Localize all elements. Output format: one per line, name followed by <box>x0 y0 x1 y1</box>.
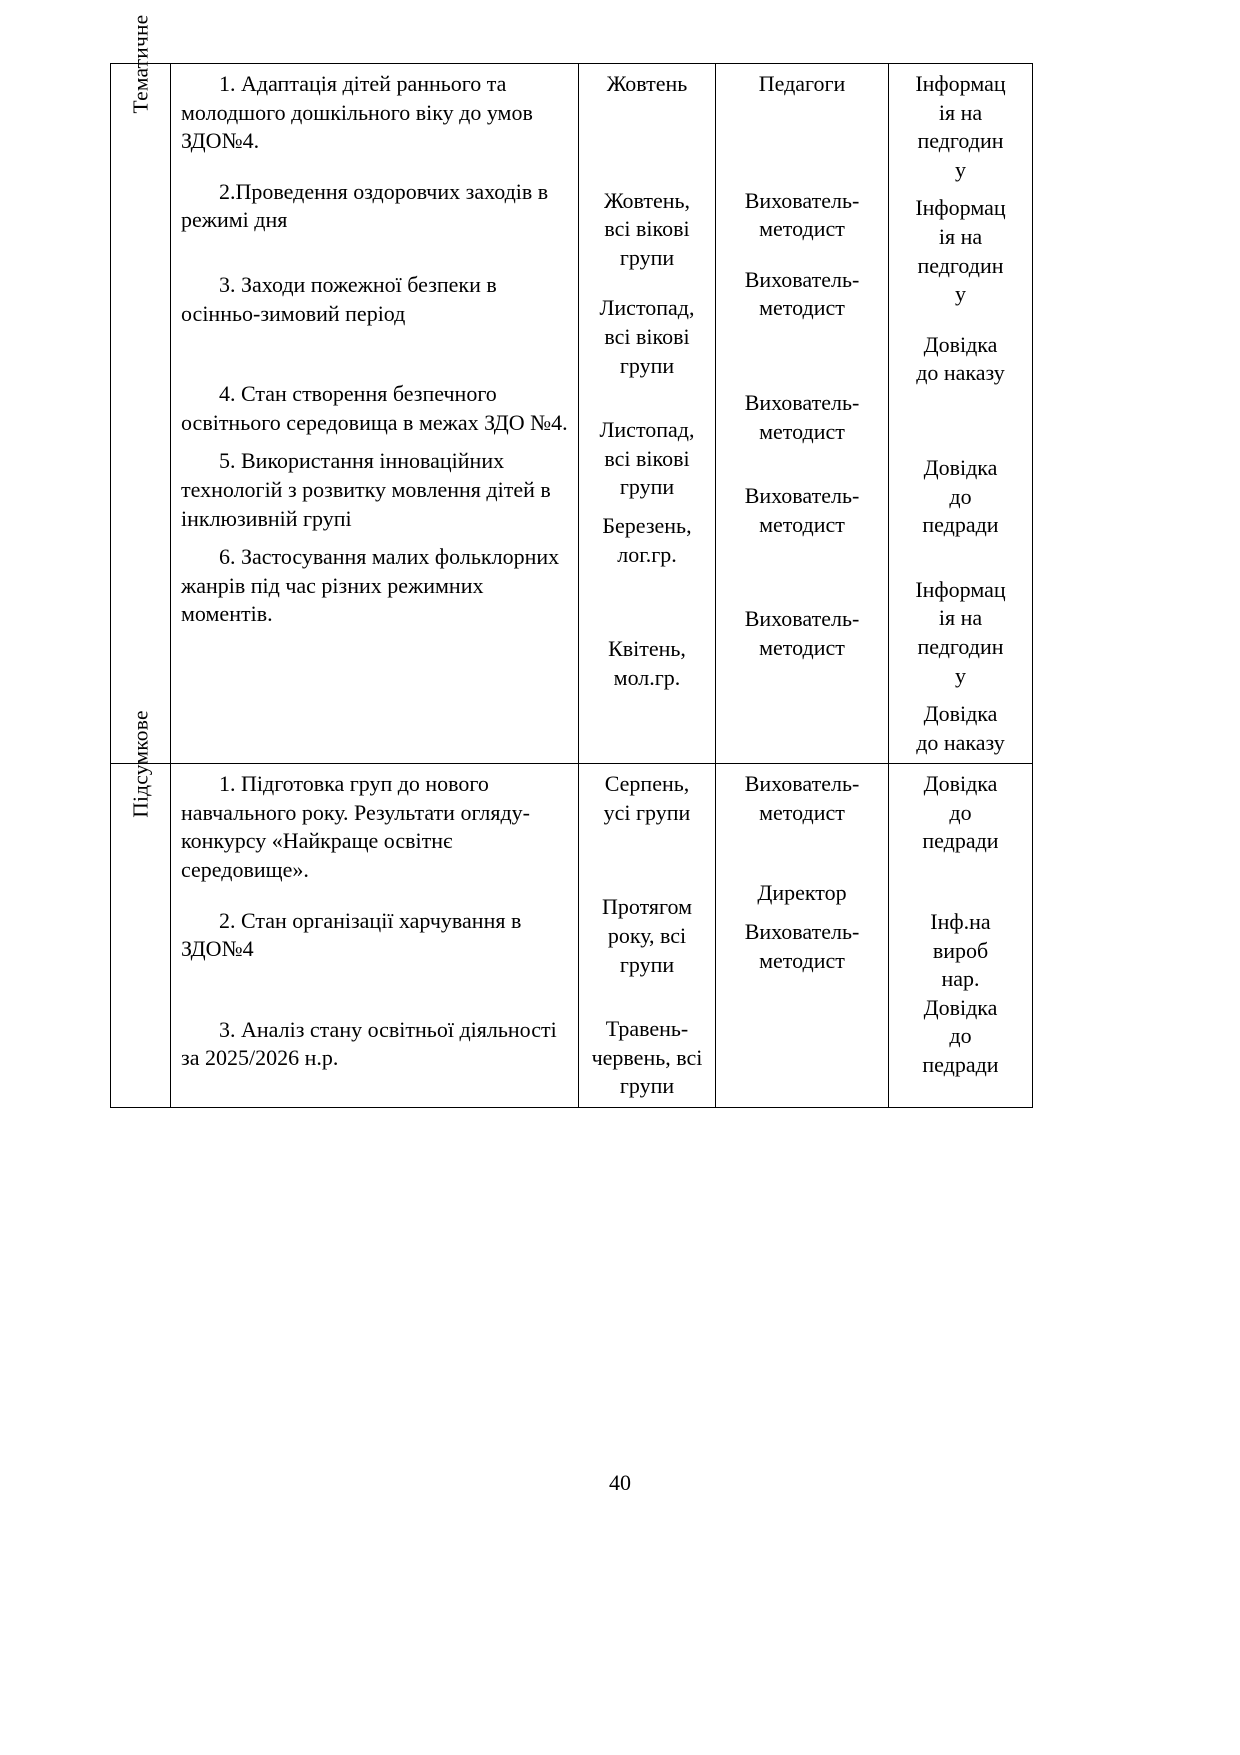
activity-line: освітнє середовище». <box>181 828 453 883</box>
activity-line: 4. Стан створення <box>219 381 388 407</box>
period-item-3-line1: Листопад, <box>599 295 695 321</box>
activity-line: та молодшого дошкільного <box>181 71 507 125</box>
activity-line: в осінньо-зимовий період <box>181 271 497 326</box>
activity-line: безпечного освітнього <box>181 381 497 435</box>
activity-line: 1. Підготовка груп до нового <box>219 771 489 797</box>
activity-line: харчування в ЗДО№4 <box>181 907 522 962</box>
result-item-4-line2: до <box>949 483 972 509</box>
result-item-5-line3: педгодин <box>917 633 1004 659</box>
activity-line: інклюзивній групі <box>181 505 352 531</box>
summary-period-2-line2: року, всі <box>607 923 687 949</box>
period-item-6-line2: мол.гр. <box>613 664 681 690</box>
responsible-item-3-line2: методист <box>759 295 845 321</box>
summary-responsible-1-line2: методист <box>759 799 845 825</box>
activity-line: різних режимних моментів. <box>181 572 484 627</box>
activity-line: 6. Застосування малих <box>219 544 430 570</box>
summary-result-2-line3: нар. <box>941 966 980 992</box>
result-item-1-line4: у <box>955 156 966 182</box>
result-item-2-line4: у <box>955 281 966 307</box>
responsible-item-5-line1: Вихователь- <box>744 483 860 509</box>
result-item-5-line4: у <box>955 662 966 688</box>
period-item-5-line2: лог.гр. <box>617 541 677 567</box>
responsible-item-2-line2: методист <box>759 216 845 242</box>
responsible-item-4-line1: Вихователь- <box>744 389 860 415</box>
table-row <box>111 764 1033 1108</box>
activity-item-1 <box>181 70 568 156</box>
result-item-5-line1: Інформац <box>915 576 1006 602</box>
activity-line: середовища в межах ЗДО №4. <box>286 409 568 435</box>
summary-period-2-line1: Протягом <box>601 894 693 920</box>
result-item-4-line1: Довідка <box>923 454 998 480</box>
summary-result-3-line1: Довідка <box>923 994 998 1020</box>
responsible-item-1: Педагоги <box>758 71 846 96</box>
section-label-pidsumkove: Підсумкове <box>128 710 153 819</box>
result-item-2-line3: педгодин <box>917 252 1004 278</box>
summary-result-1-line1: Довідка <box>923 771 998 797</box>
responsible-item-6-line2: методист <box>759 634 845 660</box>
summary-item-3 <box>181 1016 568 1073</box>
summary-result-1-line2: до <box>949 799 972 825</box>
activity-line: віку до умов ЗДО№4. <box>181 99 533 154</box>
activity-line: 3. Аналіз стану освітньої <box>219 1016 454 1042</box>
summary-item-2 <box>181 907 568 964</box>
activity-line: 2. Стан організації <box>219 907 394 933</box>
result-item-6-line1: Довідка <box>923 701 998 727</box>
result-item-2-line1: Інформац <box>915 195 1006 221</box>
result-item-1-line3: педгодин <box>917 128 1004 154</box>
monitoring-plan-table <box>110 14 1033 1108</box>
activity-line: огляду-конкурсу «Найкраще <box>181 799 530 854</box>
section-label-cell-pidsumkove <box>111 710 171 1108</box>
section-result-cell-pidsumkove <box>889 764 1033 1108</box>
responsible-item-6-line1: Вихователь- <box>744 606 860 632</box>
activity-line: діяльності за 2025/2026 н.р. <box>181 1016 557 1071</box>
period-item-4-line1: Листопад, <box>599 417 695 443</box>
activity-line: 1. Адаптація дітей раннього <box>219 71 482 96</box>
period-item-5-line1: Березень, <box>602 512 692 538</box>
summary-responsible-2-line1: Вихователь- <box>744 919 860 945</box>
activity-item-5 <box>181 447 568 533</box>
summary-result-1-line3: педради <box>922 828 999 854</box>
result-item-6-line2: до наказу <box>916 729 1005 755</box>
summary-responsible-2-line2: методист <box>759 947 845 973</box>
summary-period-3-line3: групи <box>619 1073 675 1099</box>
summary-result-3-line3: педради <box>922 1052 999 1078</box>
result-item-4-line3: педради <box>922 512 999 538</box>
activity-line: навчального року. Результати <box>181 799 455 825</box>
period-item-6-line1: Квітень, <box>608 636 686 662</box>
section-result-cell-tematychne <box>889 64 1033 764</box>
activity-item-3 <box>181 271 568 328</box>
result-item-1-line1: Інформац <box>915 71 1006 96</box>
activity-item-4 <box>181 380 568 437</box>
result-item-3-line2: до наказу <box>916 360 1005 386</box>
period-item-2-line2: всі вікові <box>604 216 690 242</box>
activity-item-6 <box>181 543 568 629</box>
period-item-1: Жовтень <box>606 71 688 96</box>
period-item-2-line3: групи <box>619 244 675 270</box>
summary-result-2-line2: вироб <box>932 937 989 963</box>
responsible-item-5-line2: методист <box>759 511 845 537</box>
summary-period-3-line1: Травень- <box>605 1016 689 1042</box>
section-period-cell-tematychne <box>579 64 716 764</box>
section-responsible-cell-tematychne <box>716 64 889 764</box>
section-responsible-cell-pidsumkove <box>716 764 889 1108</box>
summary-responsible-2-director: Директор <box>757 880 847 906</box>
summary-period-2-line3: групи <box>619 951 675 977</box>
page-number: 40 <box>609 1470 631 1495</box>
period-item-3-line2: всі вікові <box>604 323 690 349</box>
section-period-cell-pidsumkove <box>579 764 716 1108</box>
activity-line: фольклорних жанрів під час <box>181 544 560 598</box>
summary-result-2-line1: Інф.на <box>930 909 991 935</box>
section-label-cell-tematychne <box>111 14 171 764</box>
section-label-tematychne: Тематичне <box>128 14 153 114</box>
activity-line: інноваційних технологій з <box>181 448 505 502</box>
summary-result-3-line2: до <box>949 1023 972 1049</box>
section-body-cell-pidsumkove <box>171 764 579 1108</box>
activity-line: 2.Проведення оздоровчих <box>219 178 461 204</box>
activity-line: розвитку мовлення дітей в <box>302 476 551 502</box>
result-item-1-line2: ія на <box>938 99 983 125</box>
activity-item-2 <box>181 178 568 235</box>
summary-item-1 <box>181 770 568 884</box>
responsible-item-4-line2: методист <box>759 418 845 444</box>
summary-period-3-line2: червень, всі <box>591 1044 703 1070</box>
table-row <box>111 64 1033 764</box>
activity-line: 3. Заходи пожежної безпеки <box>219 271 481 297</box>
summary-period-1-line1: Серпень, <box>604 771 690 797</box>
summary-period-1-line2: усі групи <box>603 799 691 825</box>
result-item-2-line2: ія на <box>938 223 983 249</box>
activity-line: 5. Використання <box>219 448 374 474</box>
result-item-3-line1: Довідка <box>923 331 998 357</box>
responsible-item-3-line1: Вихователь- <box>744 266 860 292</box>
responsible-item-2-line1: Вихователь- <box>744 187 860 213</box>
summary-responsible-1-line1: Вихователь- <box>744 771 860 797</box>
result-item-5-line2: ія на <box>938 605 983 631</box>
period-item-3-line3: групи <box>619 352 675 378</box>
section-body-cell-tematychne <box>171 64 579 764</box>
period-item-4-line2: всі вікові <box>604 445 690 471</box>
period-item-4-line3: групи <box>619 474 675 500</box>
period-item-2-line1: Жовтень, <box>603 187 691 213</box>
activity-line: заходів в режимі дня <box>181 178 549 233</box>
